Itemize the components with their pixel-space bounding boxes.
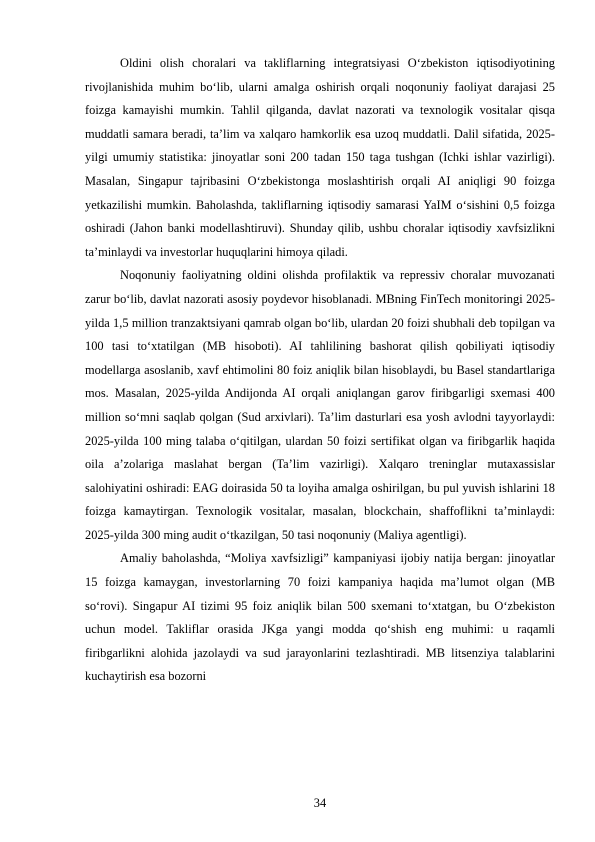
body-text <box>85 52 555 689</box>
paragraph-1: Oldini olish choralari va takliflarning integratsiyasi O‘zbekiston iqtisodiyotining rivojlanishida muhim bo‘lib, ularni amalga oshirish orqali noqonuniy faoliyat darajasi 25 foizga kamayishi mumkin. Tahlil qilganda, davlat nazorati va texnologik vositalar qisqa muddatli samara beradi, ta’lim va xalqaro hamkorlik esa uzoq muddatli. Dalil sifatida, 2025-yilgi umumiy statistika: jinoyatlar soni 200 tadan 150 taga tushgan (Ichki ishlar vazirligi). Masalan, Singapur tajribasini O‘zbekistonga moslashtirish orqali AI aniqligi 90 foizga yetkazilishi mumkin. Baholashda, takliflarning iqtisodiy samarasi YaIM o‘sishini 0,5 foizga oshiradi (Jahon banki modellashtiruvi). Shunday qilib, ushbu choralar iqtisodiy xavfsizlikni ta’minlaydi va investorlar huquqlarini himoya qiladi. <box>85 56 555 259</box>
paragraph-3: Amaliy baholashda, “Moliya xavfsizligi” kampaniyasi ijobiy natija bergan: jinoyatlar 15 foizga kamaygan, investorlarning 70 foizi kampaniya haqida ma’lumot olgan (MB so‘rovi). Singapur AI tizimi 95 foiz aniqlik bilan 500 sxemani to‘xtatgan, bu O‘zbekiston uchun model. Takliflar orasida JKga yangi modda qo‘shish eng muhimi: u raqamli firibgarlikni alohida jazolaydi va sud jarayonlarini tezlashtiradi. MB litsenziya talablarini kuchaytirish esa bozorni <box>85 551 555 684</box>
page-number: 34 <box>313 796 327 810</box>
paragraph-2: Noqonuniy faoliyatning oldini olishda profilaktik va repressiv choralar muvozanati zarur bo‘lib, davlat nazorati asosiy poydevor hisoblanadi. MBning FinTech monitoringi 2025-yilda 1,5 million tranzaktsiyani qamrab olgan bo‘lib, ulardan 20 foizi shubhali deb topilgan va 100 tasi to‘xtatilgan (MB hisoboti). AI tahlilining bashorat qilish qobiliyati iqtisodiy modellarga asoslanib, xavf ehtimolini 80 foiz aniqlik bilan hisoblaydi, bu Basel standartlariga mos. Masalan, 2025-yilda Andijonda AI orqali aniqlangan garov firibgarligi sxemasi 400 million so‘mni saqlab qolgan (Sud arxivlari). Ta’lim dasturlari esa yosh avlodni tayyorlaydi: 2025-yilda 100 ming talaba o‘qitilgan, ulardan 50 foizi sertifikat olgan va firibgarlik haqida oila a’zolariga maslahat bergan (Ta’lim vazirligi). Xalqaro treninglar mutaxassislar salohiyatini oshiradi: EAG doirasida 50 ta loyiha amalga oshirilgan, bu pul yuvish ishlarini 18 foizga kamaytirgan. Texnologik vositalar, masalan, blockchain, shaffoflikni ta’minlaydi: 2025-yilda 300 ming audit o‘tkazilgan, 50 tasi noqonuniy (Maliya agentligi). <box>85 268 555 542</box>
